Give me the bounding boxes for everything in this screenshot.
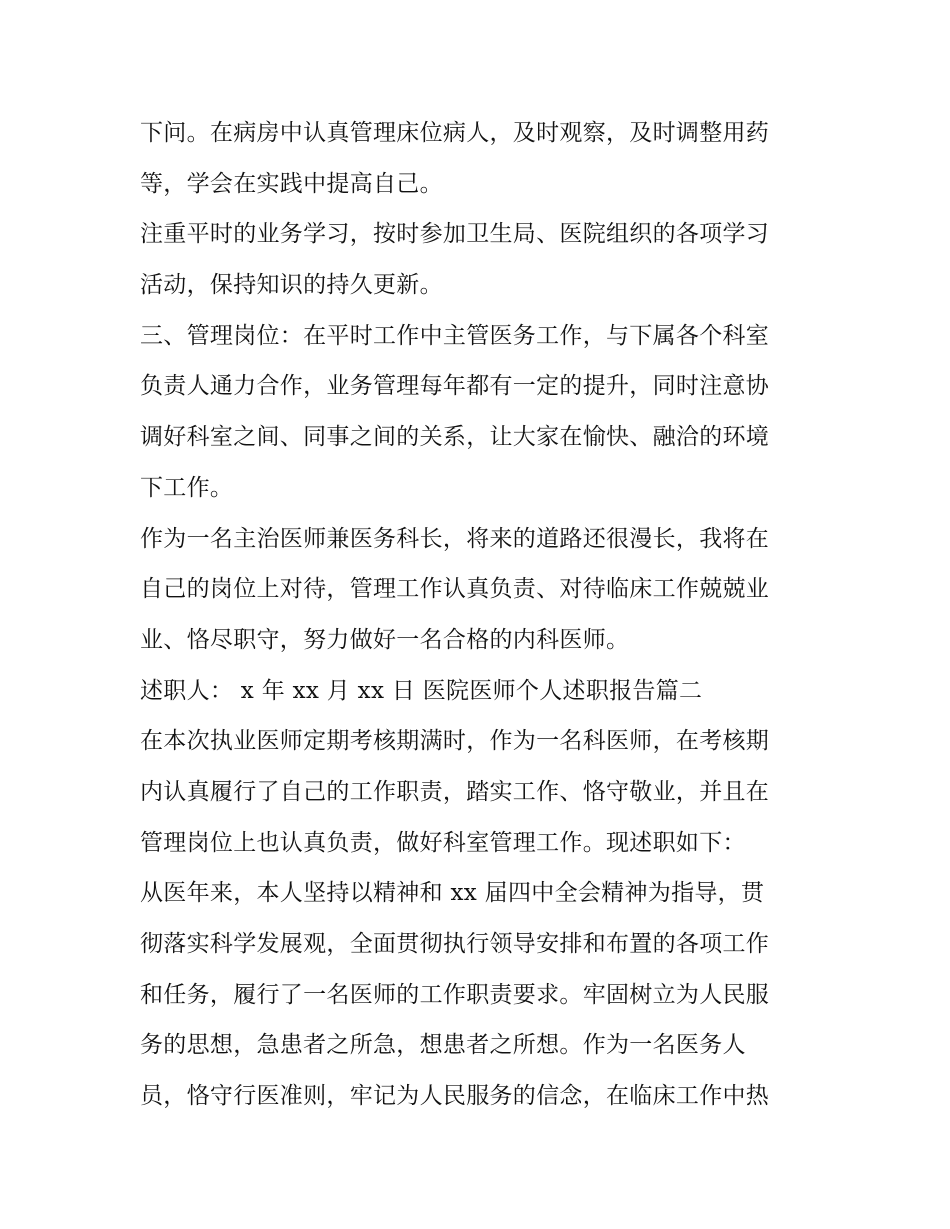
text-line: 等，学会在实践中提高自己。	[140, 170, 443, 197]
text-line: 从医年来，本人坚持以精神和 xx 届四中全会精神为指导，贯	[140, 880, 765, 907]
text-line: 彻落实科学发展观，全面贯彻执行领导安排和布置的各项工作	[140, 931, 770, 957]
text-line: 三、管理岗位：在平时工作中主管医务工作，与下属各个科室	[140, 322, 770, 349]
text-line: 业、恪尽职守，努力做好一名合格的内科医师。	[140, 626, 630, 653]
text-line: 下问。在病房中认真管理床位病人，及时观察，及时调整用药	[140, 120, 770, 146]
text-line: 员，恪守行医准则，牢记为人民服务的信念，在临床工作中热	[140, 1083, 770, 1110]
text-line: 负责人通力合作，业务管理每年都有一定的提升，同时注意协	[140, 373, 770, 400]
signature-line: 述职人： x 年 xx 月 xx 日 医院医师个人述职报告篇二	[140, 677, 703, 704]
text-line: 下工作。	[140, 474, 234, 501]
text-line: 活动，保持知识的持久更新。	[140, 272, 443, 299]
text-line: 管理岗位上也认真负责，做好科室管理工作。现述职如下：	[140, 829, 746, 856]
text-line: 注重平时的业务学习，按时参加卫生局、医院组织的各项学习	[140, 221, 770, 248]
text-line: 和任务，履行了一名医师的工作职责要求。牢固树立为人民服	[140, 981, 770, 1008]
document-body	[140, 108, 820, 1122]
text-line: 务的思想，急患者之所急，想患者之所想。作为一名医务人	[140, 1032, 746, 1059]
text-line: 内认真履行了自己的工作职责，踏实工作、恪守敬业，并且在	[140, 778, 770, 805]
text-line: 作为一名主治医师兼医务科长，将来的道路还很漫长，我将在	[140, 525, 770, 552]
text-line: 调好科室之间、同事之间的关系，让大家在愉快、融洽的环境	[140, 424, 770, 451]
text-line: 在本次执业医师定期考核期满时，作为一名科医师，在考核期	[140, 728, 770, 755]
text-line: 自己的岗位上对待，管理工作认真负责、对待临床工作兢兢业	[140, 576, 770, 603]
